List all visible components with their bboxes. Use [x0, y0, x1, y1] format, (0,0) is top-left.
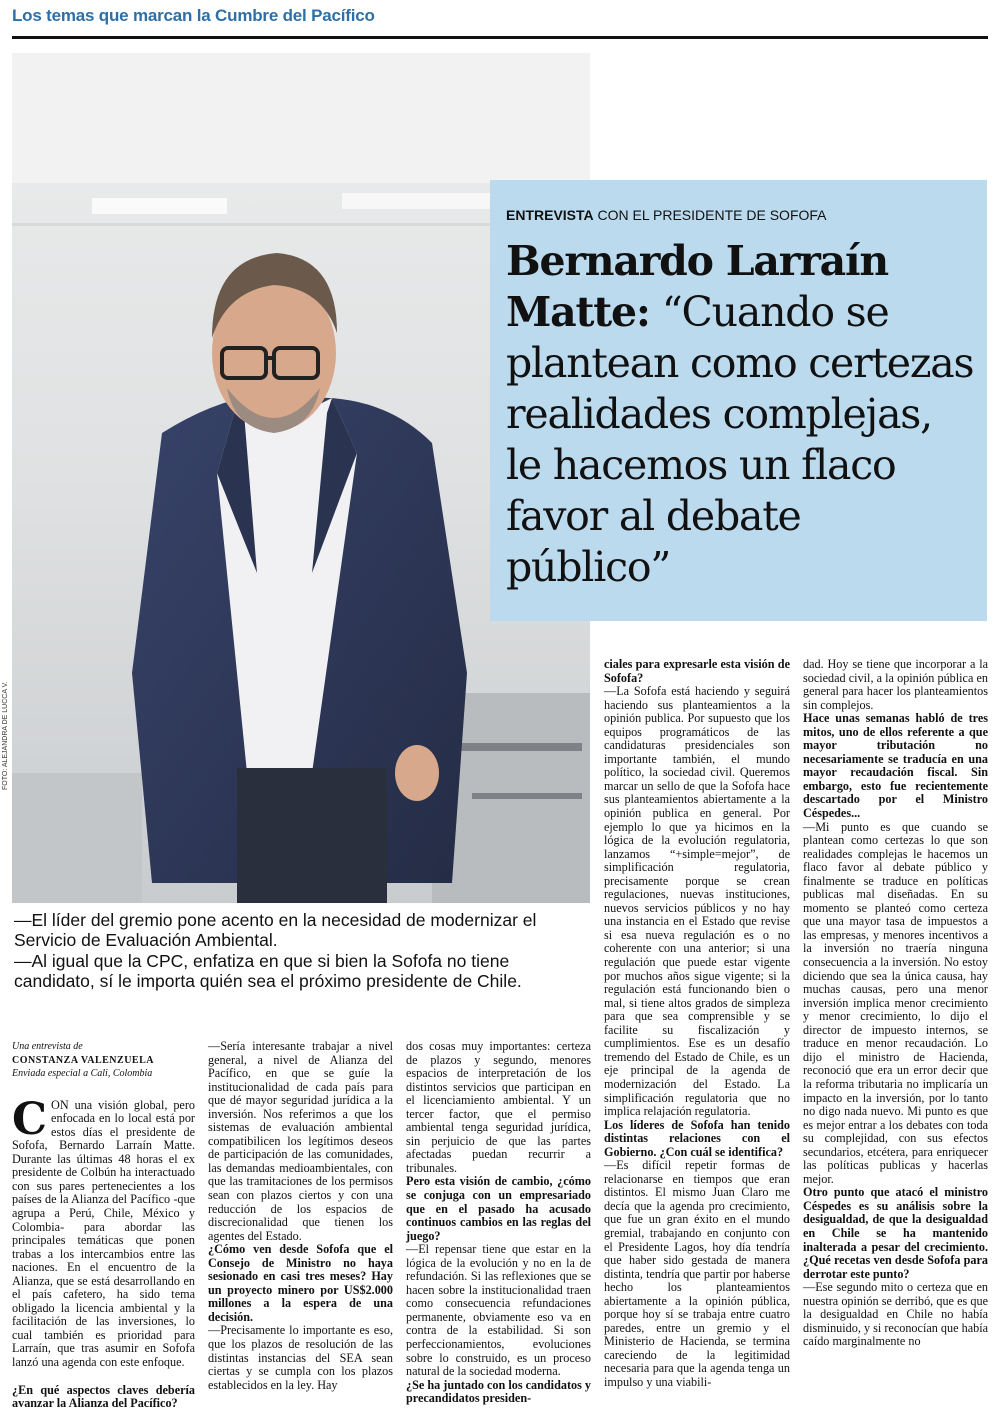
question-2: ¿Cómo ven desde Sofofa que el Consejo de Ministro no haya sesionado en casi tres meses? Hay un proyecto minero por US$2.000 millones a la espera de una decisión.	[208, 1242, 393, 1324]
answer-3: —El repensar tiene que estar en la lógica de la evolución y no en la de refundación. Si las reflexiones que se hacen sobre la institucionalidad traen como consecuencia refundaciones permanente, obviamente eso va en contra de la estabilidad. Si son perfeccionamientos, evoluciones sobre lo construido, es un proceso natural de la sociedad moderna.	[406, 1242, 591, 1379]
headline-name: Bernardo Larraín Matte:	[506, 237, 888, 336]
column-4	[604, 658, 790, 1390]
column-1	[12, 1040, 195, 1411]
column-3	[406, 1040, 591, 1406]
header-rule	[12, 36, 988, 39]
section-header: Los temas que marcan la Cumbre del Pacífico	[12, 6, 375, 25]
byline-role: Enviada especial a Cali, Colombia	[12, 1068, 153, 1080]
question-4-cont: ciales para expresarle esta visión de Sofofa?	[604, 657, 790, 685]
photo-credit: FOTO: ALEJANDRA DE LUCCA V.	[2, 681, 9, 790]
dropcap: C	[12, 1093, 48, 1145]
lead-paragraph	[12, 1093, 195, 1370]
kicker	[506, 207, 827, 223]
question-7: Otro punto que atacó el ministro Céspedes es su análisis sobre la desigualdad, de que la desigualdad en Chile se ha mantenido inalterada a pesar del crecimiento. ¿Qué recetas ven desde Sofofa para derrotar este punto?	[803, 1185, 988, 1281]
headline-quote: “Cuando se plantean como certezas realidades complejas, le hacemos un flaco favor al debate público”	[506, 288, 974, 591]
column-5	[803, 658, 988, 1349]
answer-6: —Mi punto es que cuando se plantean como certezas lo que son realidades complejas le hacemos un flaco favor al debate público y finalmente se traduce en políticas publicas mal diseñadas. En su momento se planteó como certeza que una mayor tasa de impuestos a las empresas, y menores incentivos a la inversión no traería ninguna consecuencia a la inversión. No estoy diciendo que sea la única causa, hay muchas causas, pero una menor inversión implica menor crecimiento y menor crecimiento, lo dijo el director de impuesto internos, se traduce en menor recaudación. Lo dijo el ministro de Hacienda, reconoció que era un error decir que la reforma tributaria no implicaría un impacto en la inversión, por lo tanto no digo nada nuevo. Mi punto es que es mejor entrar a los debates con toda su complejidad, con sus efectos secundarios, etcétera, para enriquecer las políticas publicas y hacerlas mejor.	[803, 819, 988, 1186]
answer-1: —Sería interesante trabajar a nivel general, a nivel de Alianza del Pacífico, en que se guíe la institucionalidad de cada país para que dé mayor seguridad jurídica a la inversión. Nos referimos a que los sistemas de evaluación ambiental compatibilicen los legítimos deseos de participación de las comunidades, las demandas medioambientales, con que las tramitaciones de los permisos sean con plazos ciertos y con una reducción de los espacios de discrecionalidad que tienen los agentes del Estado.	[208, 1039, 393, 1243]
bullet-1: —El líder del gremio pone acento en la necesidad de modernizar el Servicio de Evaluación Ambiental.	[14, 910, 537, 950]
question-5: Los líderes de Sofofa han tenido distintas relaciones con el Gobierno. ¿Con cuál se identifica?	[604, 1117, 790, 1159]
kicker-bold: ENTREVISTA	[506, 207, 594, 223]
question-1: ¿En qué aspectos claves debería avanzar la Alianza del Pacífico?	[12, 1382, 195, 1411]
byline-label: Una entrevista de	[12, 1041, 83, 1052]
byline-name: CONSTANZA VALENZUELA	[12, 1054, 154, 1066]
answer-5-cont: dad. Hoy se tiene que incorporar a la sociedad civil, a la opinión pública en general para hacer los planteamientos sin complejos.	[803, 657, 988, 712]
question-6: Hace unas semanas habló de tres mitos, uno de ellos referente a que mayor tributación no necesariamente se traducía en una mayor recaudación fiscal. Sin embargo, esto fue recientemente descartado por el Ministro Céspedes...	[803, 711, 988, 821]
summary-bullets	[14, 910, 594, 992]
answer-2: —Precisamente lo importante es eso, que los plazos de resolución de las distintas instancias del SEA sean ciertas y se cumpla con los plazos establecidos en la ley. Hay	[208, 1323, 393, 1392]
answer-4: —La Sofofa está haciendo y seguirá haciendo sus planteamientos a la opinión publica. Por supuesto que los equipos programáticos de las candidaturas presidenciales son importante también, el mundo político, la sociedad civil. Queremos marcar un sello de que la Sofofa hace sus planteamientos abiertamente a la opinión publica en general. Por ejemplo lo que ya hicimos en la lógica de la evolución regulatoria, lanzamos “+simple=mejor”, de simplificación regulatoria, precisamente porque se crean regulaciones, nuevas instituciones, nuevos servicios públicos y no hay una instancia en el Estado que revise si esa nueva regulación es o no coherente con una anterior; si una regulación que puede estar vigente por muchos años sigue vigente; si la regulación está funcionando bien o mal, si tiene altos grados de simpleza para que sea comprensible y se facilite su fiscalización y cumplimientos. Ese es un desafío tremendo del Estado de Chile, es un eje principal de la agenda de modernización del Estado. La simplificación regulatoria que no implica relajación regulatoria.	[604, 684, 790, 1119]
bullet-2: —Al igual que la CPC, enfatiza en que si bien la Sofofa no tiene candidato, sí le importa quién sea el próximo presidente de Chile.	[14, 951, 522, 991]
question-4: ¿Se ha juntado con los candidatos y precandidatos presiden-	[406, 1377, 591, 1406]
answer-7: —Ese segundo mito o certeza que en nuestra opinión se derribó, que es que la desigualdad en Chile no había disminuido, y si reconocían que había caído marginalmente no	[803, 1280, 988, 1349]
column-2	[208, 1040, 393, 1392]
kicker-rest: CON EL PRESIDENTE DE SOFOFA	[593, 207, 827, 223]
question-3: Pero esta visión de cambio, ¿cómo se conjuga con un empresariado que en el pasado ha acusado continuos cambios en las reglas del juego?	[406, 1174, 591, 1243]
answer-2-cont: dos cosas muy importantes: certeza de plazos y segundo, menores espacios de interpretación de los distintos servicios que participan en el licenciamiento ambiental. Y un tercer factor, que el permiso ambiental tenga seguridad jurídica, sin perjuicio de que las partes afectadas puedan recurrir a tribunales.	[406, 1039, 591, 1175]
headline	[506, 236, 976, 593]
lead-text: ON una visión global, pero enfocada en lo local está por estos días el presidente de Sofofa, Bernardo Larraín Matte. Durante las últimas 48 horas el ex presidente de Colbún ha interactuado con sus pares pertenecientes a los países de la Alianza del Pacífico -que agrupa a Perú, Chile, México y Colombia- para abordar las principales temáticas que ponen trabas a los intercambios entre las naciones. En el encuentro de la Alianza, que se está desarrollando en el país cafetero, ha sido tema obligado la licencia ambiental y la facilitación de las inversiones, lo cual también es prioridad para Larraín, que tras asumir en Sofofa lanzó una agenda con este enfoque.	[12, 1097, 195, 1370]
answer-5: —Es difícil repetir formas de relacionarse en tiempos que eran distintos. El mismo Juan Claro me decía que la agenda pro crecimiento, que fue un gran éxito en el mundo gremial, trabajando en conjunto con el Presidente Lagos, hoy día tendría que haber sido gestada de manera distinta, tendría que partir por haberse hecho los planteamientos abiertamente a la opinión pública, porque hoy sí se trabaja entre cuatro paredes, entre un gremio y el Ministerio de Hacienda, se termina careciendo de la legitimidad necesaria para que la agenda tenga un impulso y una viabili-	[604, 1158, 790, 1389]
